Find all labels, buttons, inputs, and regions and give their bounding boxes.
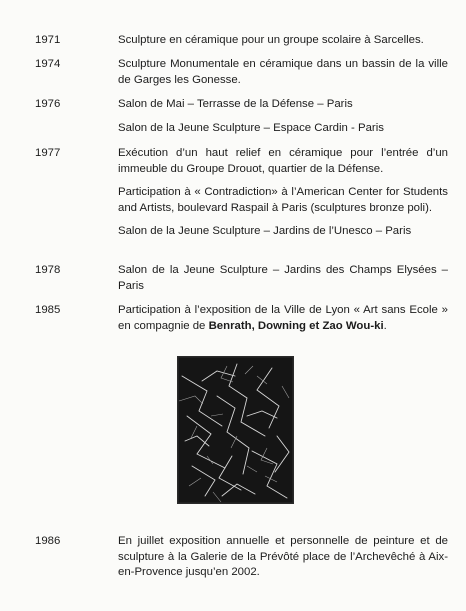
entry-year: 1971	[35, 34, 61, 46]
entry-description	[118, 97, 448, 144]
entry-text: Exécution d’un haut relief en céramique pour l’entrée d’un immeuble du Groupe Drouot, quartier de la Défense.	[118, 147, 448, 175]
entry-text	[118, 303, 448, 334]
sculpture-photo	[177, 356, 294, 504]
entry-description	[118, 534, 448, 589]
entry-year: 1978	[35, 264, 61, 276]
entry-text: Sculpture Monumentale en céramique dans un bassin de la ville de Garges les Gonesse.	[118, 58, 448, 86]
entry-description	[118, 263, 448, 302]
entry-year: 1974	[35, 58, 61, 70]
entry-description	[118, 33, 448, 57]
entry-year: 1985	[35, 304, 61, 316]
entry-year: 1986	[35, 535, 61, 547]
entry-text: Salon de Mai – Terrasse de la Défense – Paris	[118, 98, 353, 110]
entry-text: Salon de la Jeune Sculpture – Espace Cardin - Paris	[118, 121, 384, 134]
entry-text: Sculpture en céramique pour un groupe scolaire à Sarcelles.	[118, 34, 424, 46]
entry-text: En juillet exposition annuelle et personnelle de peinture et de sculpture à la Galerie de la Prévôté place de l’Archevêché à Aix-en-Provence jusqu’en 2002.	[118, 535, 448, 579]
entry-year: 1976	[35, 98, 61, 110]
entry-text-start: Participation à l’exposition de la Ville de Lyon « Art sans Ecole » en compagnie de	[118, 304, 448, 332]
entry-description	[118, 303, 448, 342]
entry-description	[118, 57, 448, 96]
entry-text: Participation à « Contradiction» à l’American Center for Students and Artists, boulevard Raspail à Paris (sculptures bronze poli).	[118, 186, 448, 214]
entry-text: Salon de la Jeune Sculpture – Jardins de l’Unesco – Paris	[118, 225, 412, 238]
entry-year: 1977	[35, 147, 61, 159]
sculpture-image	[177, 356, 294, 504]
entry-text-end: .	[383, 319, 387, 332]
entry-text: Salon de la Jeune Sculpture – Jardins des Champs Elysées – Paris	[118, 264, 448, 292]
artist-names: Benrath, Downing et Zao Wou-ki	[208, 319, 384, 332]
entry-description	[118, 146, 448, 248]
